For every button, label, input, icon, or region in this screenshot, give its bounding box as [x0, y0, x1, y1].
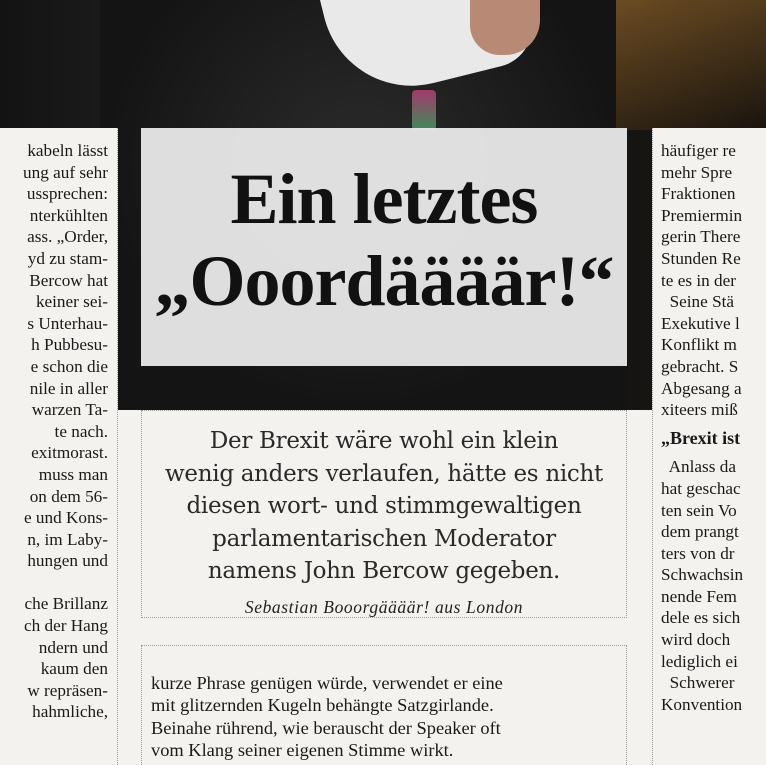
byline: Sebastian Booorgäääär! aus London: [244, 597, 524, 617]
headline-line-1: Ein letztes: [230, 159, 538, 239]
headline: [141, 158, 627, 322]
headline-box: [141, 128, 627, 366]
right-column: [652, 128, 766, 765]
teaser-text: Der Brexit wäre wohl ein klein wenig anders verlaufen, hätte es nicht diesen wort- und stimmgewaltigen parlamentarischen Moderator namens John Bercow gegeben.: [165, 428, 603, 584]
photo-desk: [616, 0, 766, 130]
teaser-box: [141, 410, 627, 618]
right-column-text: häufiger re mehr Spre Fraktionen Premiermin gerin There Stunden Re te es in der Seine Stä Exekutive l Konflikt m gebracht. S Abgesang a xiteers miß „Brexit ist Anlass da hat geschac ten sein Vo dem prangt ters von dr Schwachsin nende Fem dele es sich wird doch lediglich ei Schwerer Konvention: [661, 140, 766, 715]
headline-line-2: „Ooordäääär!“: [154, 241, 614, 321]
photo-tie: [412, 90, 436, 130]
left-column-text: kabeln lässt ung auf sehr ussprechen: nterkühlten ass. „Order, yd zu stam- Bercow hat keiner sei- s Unterhau- h Pubbesu- e schon die nile in aller warzen Ta- te nach. exitmorast. muss man on dem 56- e und Kons- n, im Laby- hungen und che Brillanz ch der Hang ndern und kaum den w repräsen- hahmliche,: [23, 141, 108, 722]
article-body-text: kurze Phrase genügen würde, verwendet er eine mit glitzernden Kugeln behängte Satzgirlande. Beinahe rührend, wie berauscht der Speaker oft vom Klang seiner eigenen Stimme wirkt.: [151, 673, 503, 761]
left-column: [0, 128, 118, 765]
right-column-subhead: „Brexit ist: [661, 427, 741, 448]
article-body-box: [141, 645, 627, 765]
